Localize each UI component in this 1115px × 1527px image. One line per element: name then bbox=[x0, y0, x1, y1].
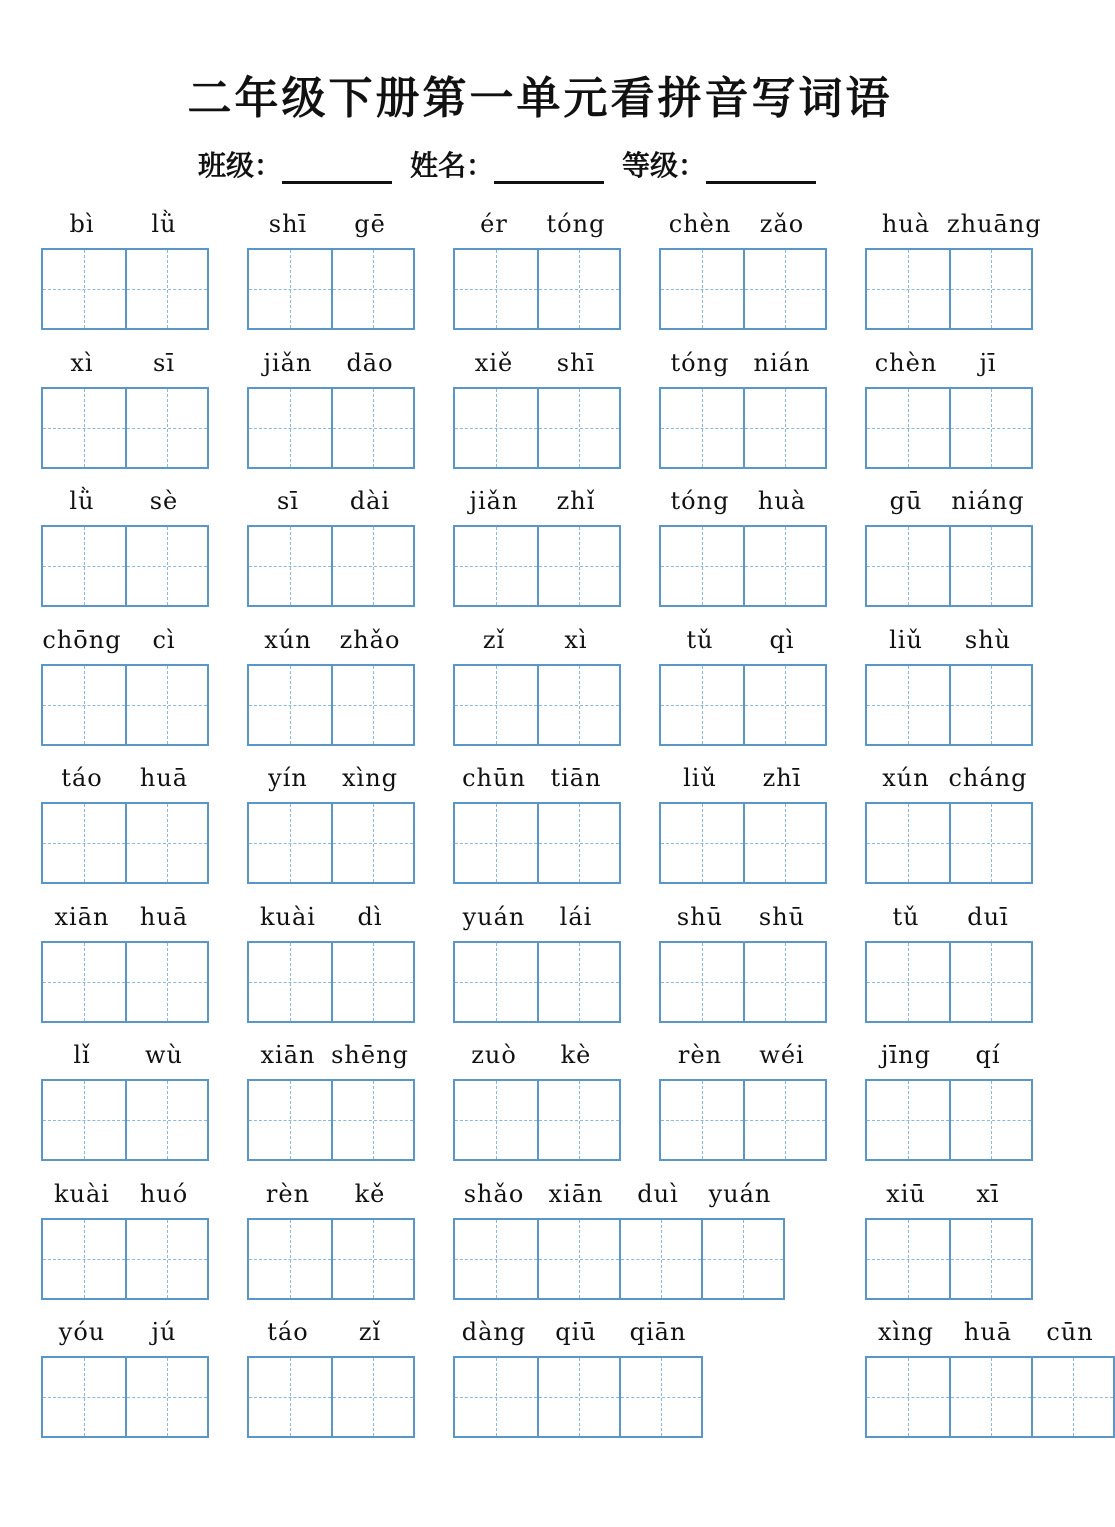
pinyin-syllable: qí bbox=[975, 1041, 1001, 1069]
tianzige-cell[interactable] bbox=[331, 250, 413, 328]
name-blank[interactable] bbox=[494, 149, 604, 184]
pinyin-syllable: xiū bbox=[886, 1180, 926, 1208]
pinyin-row bbox=[41, 1318, 207, 1354]
tianzige-cell[interactable] bbox=[743, 250, 825, 328]
pinyin-syllable: dài bbox=[349, 487, 391, 515]
writing-boxes bbox=[865, 802, 1033, 884]
tianzige-cell[interactable] bbox=[125, 943, 207, 1021]
pinyin-syllable: kuài bbox=[54, 1180, 110, 1208]
tianzige-cell[interactable] bbox=[331, 1220, 413, 1298]
pinyin-syllable: sè bbox=[149, 487, 179, 515]
pinyin-row bbox=[453, 764, 619, 800]
writing-boxes bbox=[41, 525, 209, 607]
grade-blank[interactable] bbox=[706, 149, 816, 184]
pinyin-syllable: xún bbox=[264, 626, 312, 654]
tianzige-cell[interactable] bbox=[537, 1358, 619, 1436]
writing-boxes bbox=[453, 1356, 703, 1438]
tianzige-cell[interactable] bbox=[43, 666, 125, 744]
tianzige-cell[interactable] bbox=[249, 527, 331, 605]
pinyin-syllable: shù bbox=[964, 626, 1012, 654]
writing-boxes bbox=[865, 525, 1033, 607]
pinyin-syllable: tóng bbox=[546, 210, 606, 238]
student-info-line bbox=[198, 140, 816, 184]
tianzige-cell[interactable] bbox=[867, 389, 949, 467]
writing-boxes bbox=[659, 664, 827, 746]
pinyin-syllable: lǐ bbox=[73, 1041, 91, 1069]
writing-boxes bbox=[247, 1218, 415, 1300]
class-label: 班级： bbox=[198, 149, 283, 182]
writing-boxes bbox=[41, 941, 209, 1023]
tianzige-cell[interactable] bbox=[949, 666, 1031, 744]
tianzige-cell[interactable] bbox=[43, 1358, 125, 1436]
pinyin-syllable: wéi bbox=[759, 1041, 805, 1069]
pinyin-syllable: yóu bbox=[58, 1318, 106, 1346]
pinyin-syllable: yuán bbox=[462, 903, 526, 931]
tianzige-cell[interactable] bbox=[1031, 1358, 1113, 1436]
tianzige-cell[interactable] bbox=[125, 250, 207, 328]
pinyin-row bbox=[659, 487, 825, 523]
tianzige-cell[interactable] bbox=[455, 804, 537, 882]
pinyin-syllable: tóng bbox=[670, 349, 730, 377]
pinyin-row bbox=[865, 487, 1031, 523]
pinyin-syllable: huà bbox=[757, 487, 807, 515]
pinyin-syllable: lǜ bbox=[69, 487, 95, 515]
pinyin-syllable: liǔ bbox=[683, 764, 717, 792]
pinyin-syllable: jú bbox=[151, 1318, 177, 1346]
tianzige-cell[interactable] bbox=[867, 1358, 949, 1436]
pinyin-row bbox=[453, 1318, 701, 1354]
pinyin-row bbox=[453, 626, 619, 662]
writing-boxes bbox=[41, 248, 209, 330]
pinyin-syllable: xún bbox=[882, 764, 930, 792]
writing-boxes bbox=[41, 1218, 209, 1300]
pinyin-syllable: wù bbox=[145, 1041, 183, 1069]
tianzige-cell[interactable] bbox=[537, 1081, 619, 1159]
tianzige-cell[interactable] bbox=[331, 804, 413, 882]
pinyin-syllable: cháng bbox=[948, 764, 1028, 792]
tianzige-cell[interactable] bbox=[743, 389, 825, 467]
writing-boxes bbox=[453, 941, 621, 1023]
tianzige-cell[interactable] bbox=[661, 250, 743, 328]
pinyin-syllable: duì bbox=[637, 1180, 679, 1208]
pinyin-syllable: cūn bbox=[1046, 1318, 1094, 1346]
class-blank[interactable] bbox=[282, 149, 392, 184]
pinyin-row bbox=[659, 210, 825, 246]
tianzige-cell[interactable] bbox=[331, 1358, 413, 1436]
pinyin-syllable: niáng bbox=[951, 487, 1025, 515]
writing-boxes bbox=[247, 387, 415, 469]
tianzige-cell[interactable] bbox=[455, 943, 537, 1021]
name-label: 姓名： bbox=[410, 149, 495, 182]
pinyin-row bbox=[247, 349, 413, 385]
pinyin-row bbox=[865, 349, 1031, 385]
writing-boxes bbox=[865, 1218, 1033, 1300]
pinyin-syllable: chèn bbox=[874, 349, 938, 377]
pinyin-syllable: xì bbox=[564, 626, 588, 654]
tianzige-cell[interactable] bbox=[661, 804, 743, 882]
writing-boxes bbox=[865, 1356, 1115, 1438]
writing-boxes bbox=[41, 387, 209, 469]
pinyin-syllable: shī bbox=[556, 349, 596, 377]
tianzige-cell[interactable] bbox=[619, 1220, 701, 1298]
pinyin-syllable: xì bbox=[70, 349, 94, 377]
writing-boxes bbox=[247, 248, 415, 330]
pinyin-syllable: zhī bbox=[762, 764, 802, 792]
writing-boxes bbox=[453, 1218, 785, 1300]
pinyin-row bbox=[41, 626, 207, 662]
tianzige-cell[interactable] bbox=[867, 943, 949, 1021]
pinyin-syllable: zhǐ bbox=[556, 487, 596, 515]
tianzige-cell[interactable] bbox=[331, 943, 413, 1021]
pinyin-syllable: xiān bbox=[54, 903, 110, 931]
writing-boxes bbox=[659, 248, 827, 330]
writing-boxes bbox=[865, 248, 1033, 330]
pinyin-syllable: dàng bbox=[461, 1318, 527, 1346]
tianzige-cell[interactable] bbox=[249, 1358, 331, 1436]
pinyin-syllable: zǐ bbox=[482, 626, 506, 654]
tianzige-cell[interactable] bbox=[125, 1220, 207, 1298]
tianzige-cell[interactable] bbox=[249, 1220, 331, 1298]
pinyin-syllable: tóng bbox=[670, 487, 730, 515]
name-field bbox=[410, 144, 622, 184]
tianzige-cell[interactable] bbox=[125, 389, 207, 467]
pinyin-row bbox=[865, 903, 1031, 939]
tianzige-cell[interactable] bbox=[743, 1081, 825, 1159]
tianzige-cell[interactable] bbox=[537, 666, 619, 744]
tianzige-cell[interactable] bbox=[125, 666, 207, 744]
pinyin-syllable: gū bbox=[889, 487, 923, 515]
pinyin-syllable: yín bbox=[268, 764, 308, 792]
pinyin-syllable: dì bbox=[357, 903, 383, 931]
pinyin-syllable: sī bbox=[277, 487, 299, 515]
writing-boxes bbox=[659, 525, 827, 607]
pinyin-syllable: huā bbox=[139, 903, 189, 931]
tianzige-cell[interactable] bbox=[743, 804, 825, 882]
tianzige-cell[interactable] bbox=[537, 943, 619, 1021]
tianzige-cell[interactable] bbox=[867, 666, 949, 744]
pinyin-syllable: táo bbox=[267, 1318, 309, 1346]
tianzige-cell[interactable] bbox=[867, 527, 949, 605]
pinyin-syllable: lǜ bbox=[151, 210, 177, 238]
pinyin-row bbox=[865, 1318, 1113, 1354]
writing-boxes bbox=[659, 1079, 827, 1161]
tianzige-cell[interactable] bbox=[125, 1358, 207, 1436]
writing-boxes bbox=[865, 1079, 1033, 1161]
writing-boxes bbox=[659, 387, 827, 469]
pinyin-syllable: huā bbox=[963, 1318, 1013, 1346]
tianzige-cell[interactable] bbox=[949, 943, 1031, 1021]
pinyin-syllable: tǔ bbox=[686, 626, 714, 654]
pinyin-row bbox=[247, 1041, 413, 1077]
pinyin-syllable: kè bbox=[560, 1041, 592, 1069]
tianzige-cell[interactable] bbox=[43, 389, 125, 467]
tianzige-cell[interactable] bbox=[537, 389, 619, 467]
writing-boxes bbox=[659, 802, 827, 884]
tianzige-cell[interactable] bbox=[949, 804, 1031, 882]
pinyin-row bbox=[247, 764, 413, 800]
pinyin-row bbox=[453, 1180, 783, 1216]
tianzige-cell[interactable] bbox=[455, 666, 537, 744]
tianzige-cell[interactable] bbox=[249, 389, 331, 467]
tianzige-cell[interactable] bbox=[455, 527, 537, 605]
tianzige-cell[interactable] bbox=[249, 1081, 331, 1159]
pinyin-row bbox=[247, 487, 413, 523]
pinyin-row bbox=[41, 1180, 207, 1216]
pinyin-syllable: xìng bbox=[341, 764, 399, 792]
tianzige-cell[interactable] bbox=[619, 1358, 701, 1436]
pinyin-row bbox=[453, 903, 619, 939]
tianzige-cell[interactable] bbox=[43, 1220, 125, 1298]
pinyin-syllable: chèn bbox=[668, 210, 732, 238]
pinyin-syllable: bì bbox=[69, 210, 95, 238]
pinyin-syllable: xìng bbox=[877, 1318, 935, 1346]
pinyin-syllable: qiān bbox=[629, 1318, 687, 1346]
tianzige-cell[interactable] bbox=[661, 666, 743, 744]
tianzige-cell[interactable] bbox=[331, 389, 413, 467]
pinyin-row bbox=[41, 903, 207, 939]
pinyin-row bbox=[659, 764, 825, 800]
tianzige-cell[interactable] bbox=[537, 527, 619, 605]
tianzige-cell[interactable] bbox=[455, 1081, 537, 1159]
tianzige-cell[interactable] bbox=[867, 1220, 949, 1298]
pinyin-syllable: gē bbox=[354, 210, 386, 238]
writing-boxes bbox=[865, 941, 1033, 1023]
pinyin-row bbox=[247, 903, 413, 939]
pinyin-syllable: shēng bbox=[331, 1041, 409, 1069]
tianzige-cell[interactable] bbox=[455, 250, 537, 328]
tianzige-cell[interactable] bbox=[43, 943, 125, 1021]
tianzige-cell[interactable] bbox=[43, 527, 125, 605]
pinyin-row bbox=[865, 626, 1031, 662]
pinyin-syllable: zuò bbox=[471, 1041, 517, 1069]
tianzige-cell[interactable] bbox=[455, 1358, 537, 1436]
tianzige-cell[interactable] bbox=[949, 250, 1031, 328]
page-title: 二年级下册第一单元看拼音写词语 bbox=[187, 73, 893, 124]
writing-boxes bbox=[453, 1079, 621, 1161]
tianzige-cell[interactable] bbox=[661, 389, 743, 467]
pinyin-syllable: xiān bbox=[260, 1041, 316, 1069]
tianzige-cell[interactable] bbox=[661, 943, 743, 1021]
tianzige-cell[interactable] bbox=[743, 527, 825, 605]
tianzige-cell[interactable] bbox=[249, 250, 331, 328]
pinyin-syllable: rèn bbox=[677, 1041, 723, 1069]
tianzige-cell[interactable] bbox=[455, 1220, 537, 1298]
pinyin-syllable: shī bbox=[268, 210, 308, 238]
tianzige-cell[interactable] bbox=[867, 250, 949, 328]
pinyin-row bbox=[453, 210, 619, 246]
writing-boxes bbox=[247, 664, 415, 746]
pinyin-syllable: zǐ bbox=[358, 1318, 382, 1346]
pinyin-row bbox=[659, 626, 825, 662]
tianzige-cell[interactable] bbox=[867, 804, 949, 882]
pinyin-row bbox=[41, 349, 207, 385]
pinyin-row bbox=[247, 1318, 413, 1354]
tianzige-cell[interactable] bbox=[537, 250, 619, 328]
pinyin-syllable: kě bbox=[354, 1180, 386, 1208]
tianzige-cell[interactable] bbox=[43, 804, 125, 882]
tianzige-cell[interactable] bbox=[249, 804, 331, 882]
pinyin-syllable: jī bbox=[979, 349, 997, 377]
tianzige-cell[interactable] bbox=[949, 527, 1031, 605]
tianzige-cell[interactable] bbox=[949, 389, 1031, 467]
pinyin-syllable: lái bbox=[559, 903, 593, 931]
pinyin-syllable: jiǎn bbox=[469, 487, 519, 515]
pinyin-syllable: xiān bbox=[548, 1180, 604, 1208]
pinyin-row bbox=[865, 1041, 1031, 1077]
writing-boxes bbox=[453, 248, 621, 330]
writing-boxes bbox=[865, 664, 1033, 746]
writing-boxes bbox=[453, 525, 621, 607]
pinyin-syllable: kuài bbox=[260, 903, 316, 931]
tianzige-cell[interactable] bbox=[249, 666, 331, 744]
tianzige-cell[interactable] bbox=[743, 943, 825, 1021]
tianzige-cell[interactable] bbox=[949, 1081, 1031, 1159]
tianzige-cell[interactable] bbox=[949, 1220, 1031, 1298]
pinyin-syllable: rèn bbox=[265, 1180, 311, 1208]
writing-boxes bbox=[659, 941, 827, 1023]
pinyin-syllable: huó bbox=[139, 1180, 189, 1208]
pinyin-row bbox=[453, 349, 619, 385]
pinyin-row bbox=[41, 210, 207, 246]
pinyin-row bbox=[865, 1180, 1031, 1216]
writing-boxes bbox=[865, 387, 1033, 469]
pinyin-syllable: yuán bbox=[708, 1180, 772, 1208]
pinyin-syllable: shū bbox=[758, 903, 806, 931]
pinyin-row bbox=[659, 349, 825, 385]
tianzige-cell[interactable] bbox=[125, 804, 207, 882]
pinyin-row bbox=[865, 210, 1042, 246]
pinyin-syllable: zhǎo bbox=[339, 626, 401, 654]
pinyin-row bbox=[453, 487, 619, 523]
tianzige-cell[interactable] bbox=[249, 943, 331, 1021]
tianzige-cell[interactable] bbox=[537, 804, 619, 882]
pinyin-syllable: tiān bbox=[550, 764, 602, 792]
pinyin-row bbox=[865, 764, 1031, 800]
tianzige-cell[interactable] bbox=[125, 527, 207, 605]
tianzige-cell[interactable] bbox=[661, 1081, 743, 1159]
tianzige-cell[interactable] bbox=[701, 1220, 783, 1298]
pinyin-row bbox=[247, 1180, 413, 1216]
writing-boxes bbox=[41, 1079, 209, 1161]
pinyin-syllable: qì bbox=[769, 626, 795, 654]
writing-boxes bbox=[41, 1356, 209, 1438]
pinyin-row bbox=[41, 1041, 207, 1077]
pinyin-syllable: zhuāng bbox=[947, 210, 1042, 238]
tianzige-cell[interactable] bbox=[455, 389, 537, 467]
writing-boxes bbox=[247, 1079, 415, 1161]
pinyin-syllable: cì bbox=[152, 626, 176, 654]
pinyin-syllable: jīng bbox=[881, 1041, 931, 1069]
pinyin-row bbox=[41, 487, 207, 523]
tianzige-cell[interactable] bbox=[331, 1081, 413, 1159]
tianzige-cell[interactable] bbox=[743, 666, 825, 744]
pinyin-syllable: chōng bbox=[42, 626, 122, 654]
pinyin-syllable: tǔ bbox=[892, 903, 920, 931]
pinyin-syllable: huà bbox=[881, 210, 931, 238]
tianzige-cell[interactable] bbox=[43, 250, 125, 328]
writing-boxes bbox=[41, 664, 209, 746]
writing-boxes bbox=[247, 525, 415, 607]
pinyin-syllable: chūn bbox=[462, 764, 526, 792]
pinyin-syllable: sī bbox=[153, 349, 175, 377]
pinyin-syllable: ér bbox=[480, 210, 508, 238]
pinyin-syllable: xiě bbox=[474, 349, 514, 377]
pinyin-syllable: shǎo bbox=[463, 1180, 525, 1208]
pinyin-syllable: dāo bbox=[346, 349, 394, 377]
tianzige-cell[interactable] bbox=[125, 1081, 207, 1159]
tianzige-cell[interactable] bbox=[331, 666, 413, 744]
pinyin-syllable: jiǎn bbox=[263, 349, 313, 377]
tianzige-cell[interactable] bbox=[537, 1220, 619, 1298]
grade-field bbox=[622, 144, 816, 184]
pinyin-syllable: zǎo bbox=[759, 210, 805, 238]
tianzige-cell[interactable] bbox=[867, 1081, 949, 1159]
pinyin-syllable: qiū bbox=[555, 1318, 597, 1346]
pinyin-syllable: táo bbox=[61, 764, 103, 792]
pinyin-syllable: xī bbox=[976, 1180, 1000, 1208]
pinyin-syllable: huā bbox=[139, 764, 189, 792]
writing-boxes bbox=[247, 941, 415, 1023]
pinyin-syllable: liǔ bbox=[889, 626, 923, 654]
pinyin-row bbox=[453, 1041, 619, 1077]
writing-boxes bbox=[453, 387, 621, 469]
pinyin-syllable: nián bbox=[753, 349, 811, 377]
pinyin-row bbox=[247, 210, 413, 246]
writing-boxes bbox=[247, 1356, 415, 1438]
class-field bbox=[198, 144, 410, 184]
tianzige-cell[interactable] bbox=[43, 1081, 125, 1159]
pinyin-row bbox=[659, 1041, 825, 1077]
pinyin-row bbox=[247, 626, 413, 662]
grade-label: 等级： bbox=[622, 149, 707, 182]
pinyin-row bbox=[659, 903, 825, 939]
tianzige-cell[interactable] bbox=[331, 527, 413, 605]
writing-boxes bbox=[453, 664, 621, 746]
tianzige-cell[interactable] bbox=[661, 527, 743, 605]
pinyin-syllable: shū bbox=[676, 903, 724, 931]
writing-boxes bbox=[453, 802, 621, 884]
tianzige-cell[interactable] bbox=[949, 1358, 1031, 1436]
writing-boxes bbox=[41, 802, 209, 884]
writing-boxes bbox=[247, 802, 415, 884]
pinyin-row bbox=[41, 764, 207, 800]
pinyin-syllable: duī bbox=[967, 903, 1009, 931]
